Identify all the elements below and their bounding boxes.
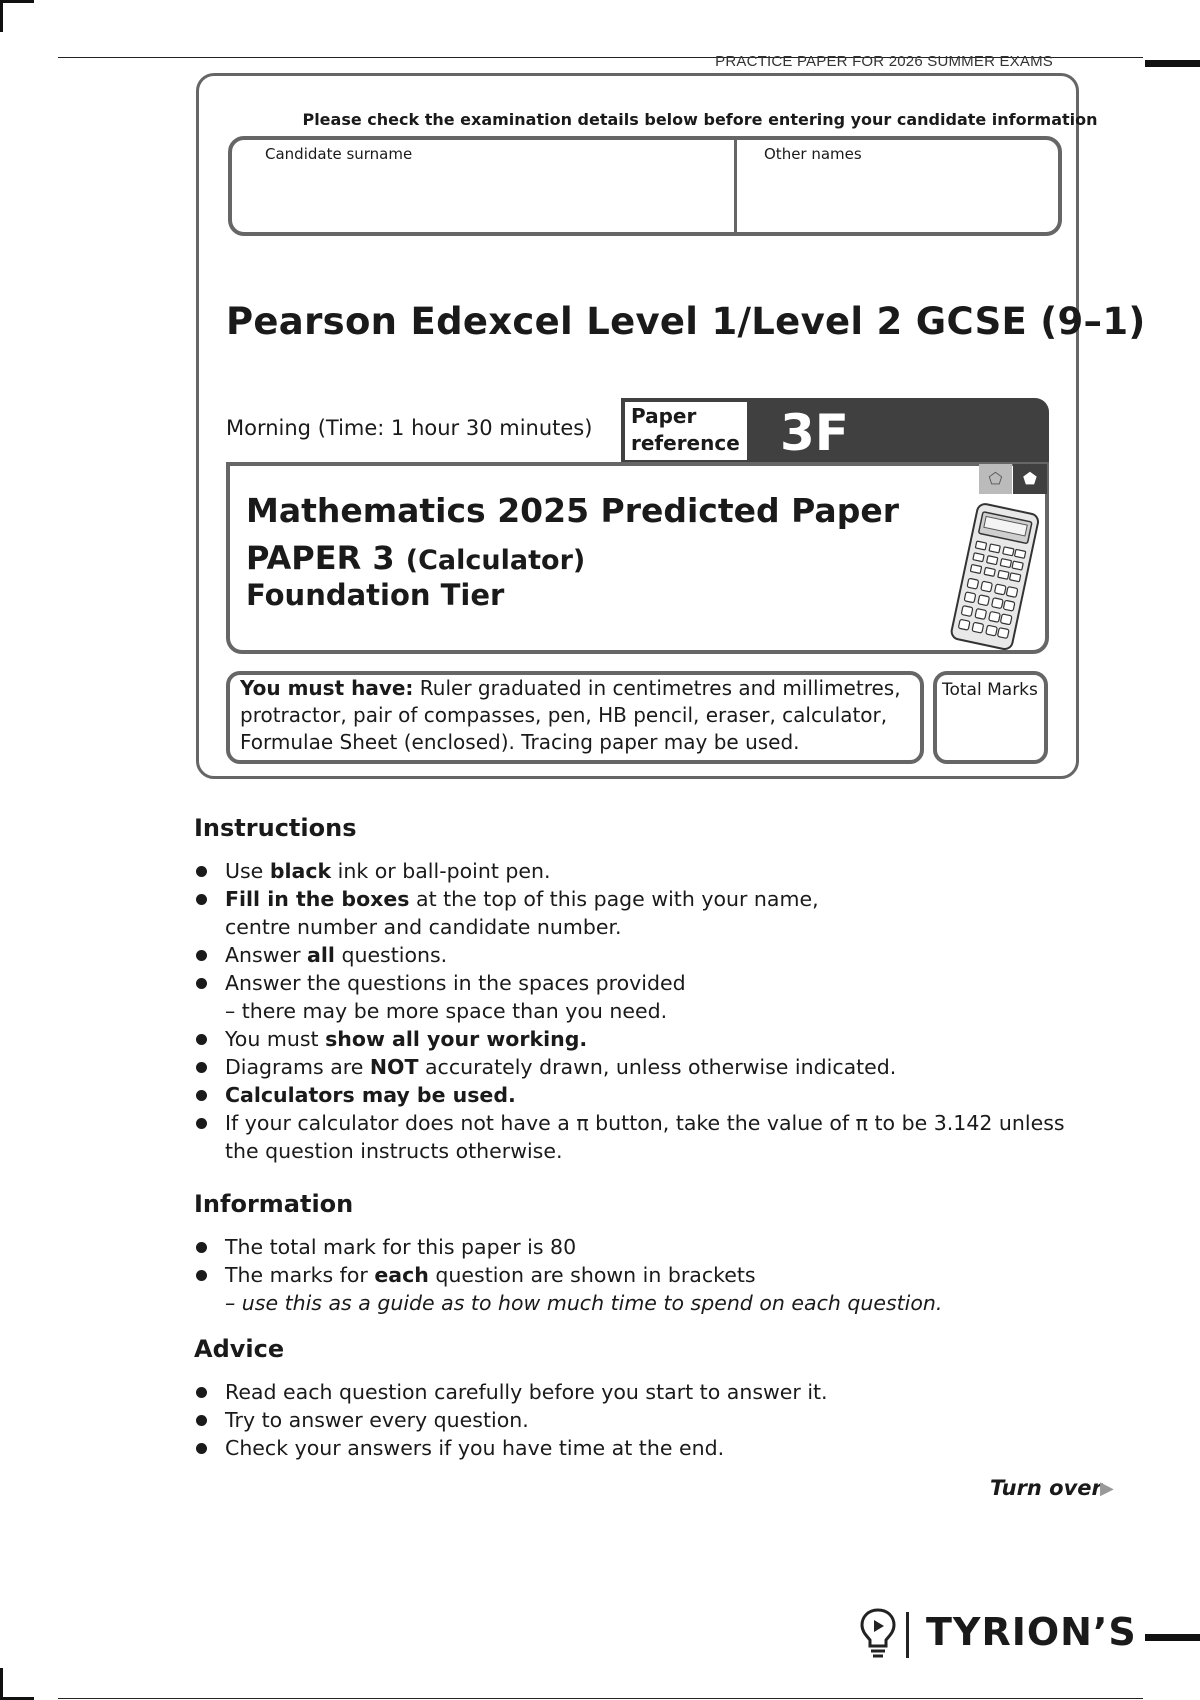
item-bold: show all your working. — [325, 1027, 588, 1051]
advice-list — [194, 1378, 1094, 1462]
paper-name: PAPER 3 — [246, 539, 395, 577]
information-heading: Information — [194, 1190, 354, 1218]
crop-mark — [0, 1668, 3, 1700]
item-continuation: the question instructs otherwise. — [225, 1139, 563, 1163]
item-continuation: – use this as a guide as to how much time to spend on each question. — [225, 1291, 943, 1315]
item-bold: black — [269, 859, 332, 883]
item-text: at the top of this page with your name, — [409, 887, 819, 911]
check-notice: Please check the examination details below before entering your candidate information — [302, 110, 1098, 129]
other-names-label: Other names — [764, 145, 862, 163]
paper-type: (Calculator) — [405, 545, 586, 576]
item-continuation: – there may be more space than you need. — [225, 999, 668, 1023]
paper-title — [246, 539, 585, 577]
crop-mark — [0, 0, 34, 3]
item-continuation: centre number and candidate number. — [225, 915, 622, 939]
list-item — [194, 969, 1094, 1025]
list-item — [194, 1261, 1094, 1317]
paper-reference-label-line1: Paper — [631, 404, 697, 428]
list-item — [194, 857, 1094, 885]
item-text: If your calculator does not have a π button, take the value of π to be 3.142 unless — [225, 1111, 1065, 1135]
bottom-rule — [58, 1698, 1143, 1699]
item-text: The total mark for this paper is 80 — [225, 1235, 577, 1259]
surname-label: Candidate surname — [265, 145, 413, 163]
item-text: The marks for — [225, 1263, 375, 1287]
total-marks-label: Total Marks — [942, 680, 1038, 700]
item-bold: Calculators may be used. — [225, 1083, 516, 1107]
instructions-list — [194, 857, 1094, 1165]
item-bold: NOT — [369, 1055, 419, 1079]
list-item — [194, 1081, 1094, 1109]
must-have-label: You must have: — [240, 676, 414, 700]
list-item — [194, 885, 1094, 941]
item-text: Answer the questions in the spaces provided — [225, 971, 686, 995]
tier: Foundation Tier — [246, 578, 505, 612]
edge-mark — [1145, 1634, 1200, 1641]
item-text: You must — [225, 1027, 326, 1051]
item-text: question are shown in brackets — [428, 1263, 756, 1287]
list-item — [194, 941, 1094, 969]
requirements-text — [240, 675, 920, 756]
item-bold: each — [374, 1263, 429, 1287]
paper-reference-label — [631, 403, 740, 457]
board-title: Pearson Edexcel Level 1/Level 2 GCSE (9–1) — [226, 300, 1146, 343]
advice-heading: Advice — [194, 1335, 285, 1363]
item-bold: all — [307, 943, 335, 967]
name-divider — [734, 140, 737, 232]
subject-title: Mathematics 2025 Predicted Paper — [246, 491, 899, 530]
list-item: Read each question carefully before you start to answer it. — [194, 1378, 1094, 1406]
list-item — [194, 1233, 1094, 1261]
must-have-text: Ruler graduated in centimetres and millimetres, protractor, pair of compasses, pen, HB pencil, eraser, calculator, Formulae Sheet (enclosed). Tracing paper may be used. — [240, 676, 901, 754]
logo-divider — [906, 1612, 909, 1658]
list-item — [194, 1109, 1094, 1165]
item-bold: Fill in the boxes — [225, 887, 410, 911]
edge-mark — [1145, 60, 1200, 67]
paper-reference-code: 3F — [780, 404, 849, 462]
item-text: Answer — [225, 943, 308, 967]
list-item: Check your answers if you have time at the end. — [194, 1434, 1094, 1462]
information-list — [194, 1233, 1094, 1317]
paper-reference-label-line2: reference — [631, 431, 740, 455]
list-item — [194, 1025, 1094, 1053]
brand-name: TYRION’S — [926, 1610, 1137, 1654]
lightbulb-logo-icon — [858, 1606, 898, 1662]
instructions-heading: Instructions — [194, 814, 357, 842]
pentagon-filled-icon: ⬟ — [1013, 464, 1047, 494]
item-text: Diagrams are — [225, 1055, 370, 1079]
turn-over-label: Turn over — [990, 1476, 1102, 1500]
session-time: Morning (Time: 1 hour 30 minutes) — [226, 416, 593, 440]
crop-mark — [0, 0, 3, 32]
item-text: Use — [225, 859, 270, 883]
item-text: ink or ball-point pen. — [331, 859, 551, 883]
list-item: Try to answer every question. — [194, 1406, 1094, 1434]
pentagon-outline-icon: ⬠ — [979, 464, 1012, 494]
item-text: questions. — [334, 943, 448, 967]
list-item — [194, 1053, 1094, 1081]
calculator-icon — [950, 502, 1045, 650]
practice-banner: PRACTICE PAPER FOR 2026 SUMMER EXAMS — [715, 53, 1053, 70]
item-text: accurately drawn, unless otherwise indicated. — [418, 1055, 897, 1079]
arrow-right-icon: ▶ — [1100, 1478, 1114, 1499]
